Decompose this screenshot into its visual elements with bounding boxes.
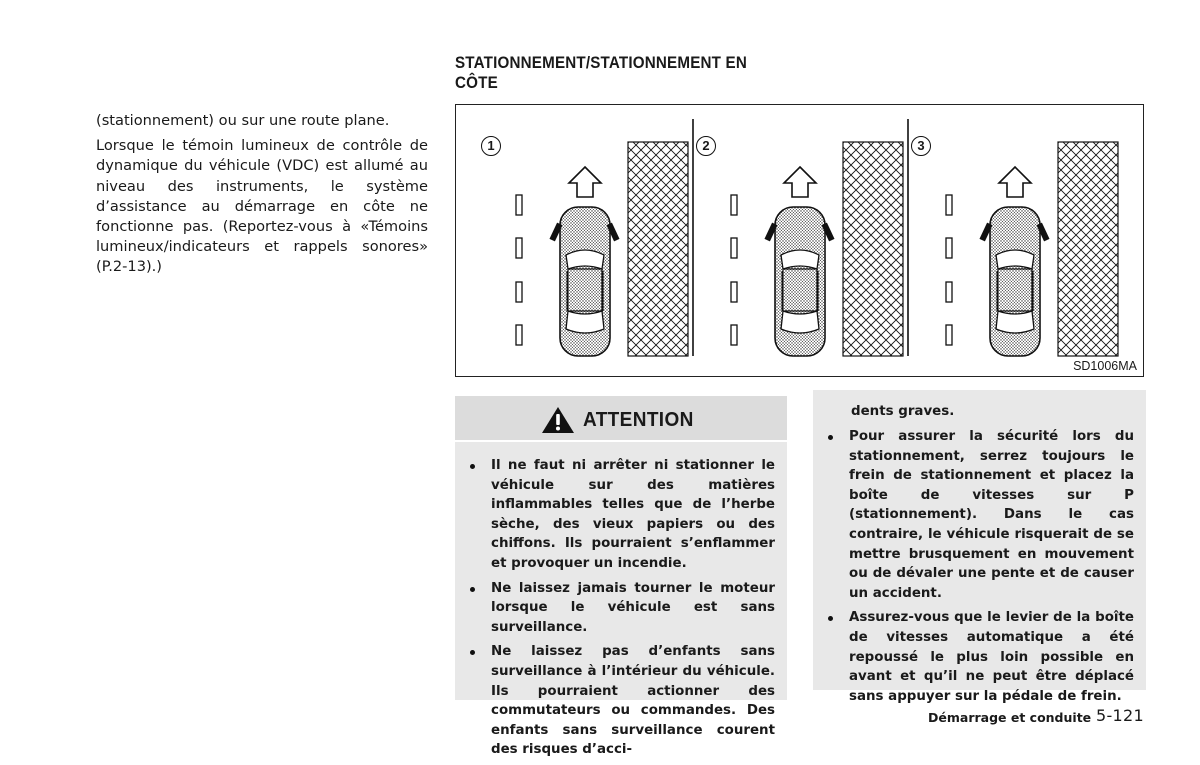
panel-3-drawing	[946, 142, 1118, 356]
warning-box-continued	[813, 390, 1146, 704]
continuation-text: dents graves.	[851, 404, 955, 419]
list-item: Pour assurer la sécurité lors du stationnement, serrez toujours le frein de stationnement et placez la boîte de vitesses sur P (stationnement). Dans le cas contraire, le véhicule risquerait de se mettre brusquement en mouvement ou de dévaler une pente et de causer un accident.	[823, 427, 1134, 603]
list-item: Ne laissez pas d’enfants sans surveillance à l’intérieur du véhicule. Ils pourraient actionner des commutateurs ou commandes. Des enfants sans surveillance courent des risques d’acci-	[465, 642, 775, 760]
parking-illustration	[455, 104, 1144, 377]
warning-list-continued	[823, 427, 1134, 711]
panel-number-3: 3	[911, 136, 931, 156]
warning-header	[455, 396, 787, 442]
warning-list	[465, 456, 775, 765]
section-title: STATIONNEMENT/STATIONNEMENT EN CÔTE	[455, 54, 747, 92]
paragraph: Lorsque le témoin lumineux de contrôle de dynamique du véhicule (VDC) est allumé au niveau des instruments, le système d’assistance au démarrage en côte ne fonctionne pas. (Reportez-vous à «Témoins lumineux/indicateurs et rappels sonores» (P.2-13).)	[96, 137, 428, 276]
bullet-icon	[470, 650, 475, 655]
panel-2-drawing	[731, 142, 903, 356]
warning-box	[455, 396, 787, 758]
warning-title: ATTENTION	[583, 409, 694, 431]
panel-number-1: 1	[481, 136, 501, 156]
page-number: 5-121	[1096, 706, 1144, 725]
footer-section-name: Démarrage et conduite	[928, 710, 1092, 725]
body-text-column	[96, 111, 428, 283]
paragraph: (stationnement) ou sur une route plane.	[96, 112, 390, 129]
panel-1-drawing	[516, 142, 688, 356]
list-item: Il ne faut ni arrêter ni stationner le véhicule sur des matières inflammables telles que de l’herbe sèche, des vieux papiers ou des chiffons. Ils pourraient s’enflammer et provoquer un incendie.	[465, 456, 775, 574]
list-item: Assurez-vous que le levier de la boîte de vitesses automatique a été repoussé le plus loin possible en avant et qu’il ne peut être déplacé sans appuyer sur la pédale de frein.	[823, 608, 1134, 706]
figure-code: SD1006MA	[1073, 359, 1137, 373]
illustration-drawing	[456, 105, 1145, 378]
warning-triangle-icon	[541, 406, 575, 434]
panel-number-2: 2	[696, 136, 716, 156]
bullet-icon	[828, 435, 833, 440]
list-item: Ne laissez jamais tourner le moteur lorsque le véhicule est sans surveillance.	[465, 579, 775, 638]
bullet-icon	[470, 464, 475, 469]
bullet-icon	[470, 587, 475, 592]
bullet-icon	[828, 616, 833, 621]
